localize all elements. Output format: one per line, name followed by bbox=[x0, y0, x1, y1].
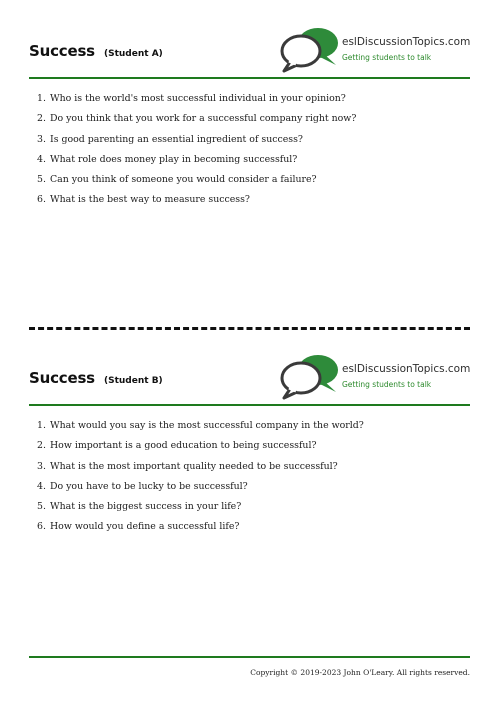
question-text: What is the best way to measure success? bbox=[50, 194, 250, 206]
question-number: 5. bbox=[37, 174, 46, 186]
page-title: Success bbox=[29, 369, 95, 387]
question-list bbox=[29, 92, 470, 214]
page-title: Success bbox=[29, 42, 95, 60]
student-label: (Student B) bbox=[104, 376, 163, 386]
question-item bbox=[29, 153, 470, 173]
question-text: Can you think of someone you would consider a failure? bbox=[50, 174, 317, 186]
student-b-title-block bbox=[29, 368, 163, 387]
question-number: 4. bbox=[37, 480, 46, 492]
question-text: How important is a good education to being successful? bbox=[50, 440, 317, 452]
header-divider bbox=[29, 77, 470, 79]
question-number: 6. bbox=[37, 194, 46, 206]
question-list bbox=[29, 419, 470, 541]
header-divider bbox=[29, 404, 470, 406]
logo-brand-text: eslDiscussionTopics.com bbox=[342, 363, 471, 375]
student-b-header bbox=[29, 327, 470, 406]
question-item bbox=[29, 419, 470, 439]
question-number: 1. bbox=[37, 420, 46, 431]
question-number: 5. bbox=[37, 501, 46, 513]
question-item bbox=[29, 112, 470, 132]
question-item bbox=[29, 500, 470, 520]
question-item bbox=[29, 92, 470, 112]
question-item bbox=[29, 439, 470, 459]
question-text: What is the most important quality needed to be successful? bbox=[50, 460, 338, 472]
copyright-notice: Copyright © 2019-2023 John O'Leary. All rights reserved. bbox=[250, 668, 470, 677]
question-number: 4. bbox=[37, 153, 46, 165]
question-number: 3. bbox=[37, 460, 46, 472]
student-label: (Student A) bbox=[104, 49, 163, 59]
student-b-section bbox=[29, 327, 471, 533]
question-text: Who is the world's most successful individual in your opinion? bbox=[50, 93, 346, 104]
question-text: Do you think that you work for a successful company right now? bbox=[50, 113, 357, 125]
question-text: What role does money play in becoming successful? bbox=[50, 153, 298, 165]
speech-bubbles-icon bbox=[280, 27, 340, 73]
student-a-section bbox=[29, 0, 471, 206]
student-a-title-block bbox=[29, 41, 163, 60]
question-text: Is good parenting an essential ingredient of success? bbox=[50, 133, 303, 145]
logo-tagline: Getting students to talk bbox=[342, 380, 432, 389]
question-number: 1. bbox=[37, 93, 46, 104]
question-number: 6. bbox=[37, 521, 46, 533]
question-item bbox=[29, 173, 470, 193]
question-item bbox=[29, 460, 470, 480]
site-logo bbox=[280, 354, 470, 400]
question-number: 2. bbox=[37, 113, 46, 125]
question-text: What would you say is the most successful company in the world? bbox=[50, 420, 364, 431]
student-a-header bbox=[29, 0, 470, 79]
speech-bubbles-icon bbox=[280, 354, 340, 400]
question-text: What is the biggest success in your life? bbox=[50, 501, 242, 513]
question-item bbox=[29, 133, 470, 153]
question-number: 2. bbox=[37, 440, 46, 452]
logo-brand-text: eslDiscussionTopics.com bbox=[342, 36, 471, 48]
question-item bbox=[29, 193, 470, 213]
footer-divider bbox=[29, 656, 470, 658]
question-item bbox=[29, 520, 470, 540]
question-text: Do you have to be lucky to be successful? bbox=[50, 480, 248, 492]
logo-tagline: Getting students to talk bbox=[342, 53, 432, 62]
question-number: 3. bbox=[37, 133, 46, 145]
question-item bbox=[29, 480, 470, 500]
site-logo bbox=[280, 27, 470, 73]
question-text: How would you define a successful life? bbox=[50, 521, 240, 533]
